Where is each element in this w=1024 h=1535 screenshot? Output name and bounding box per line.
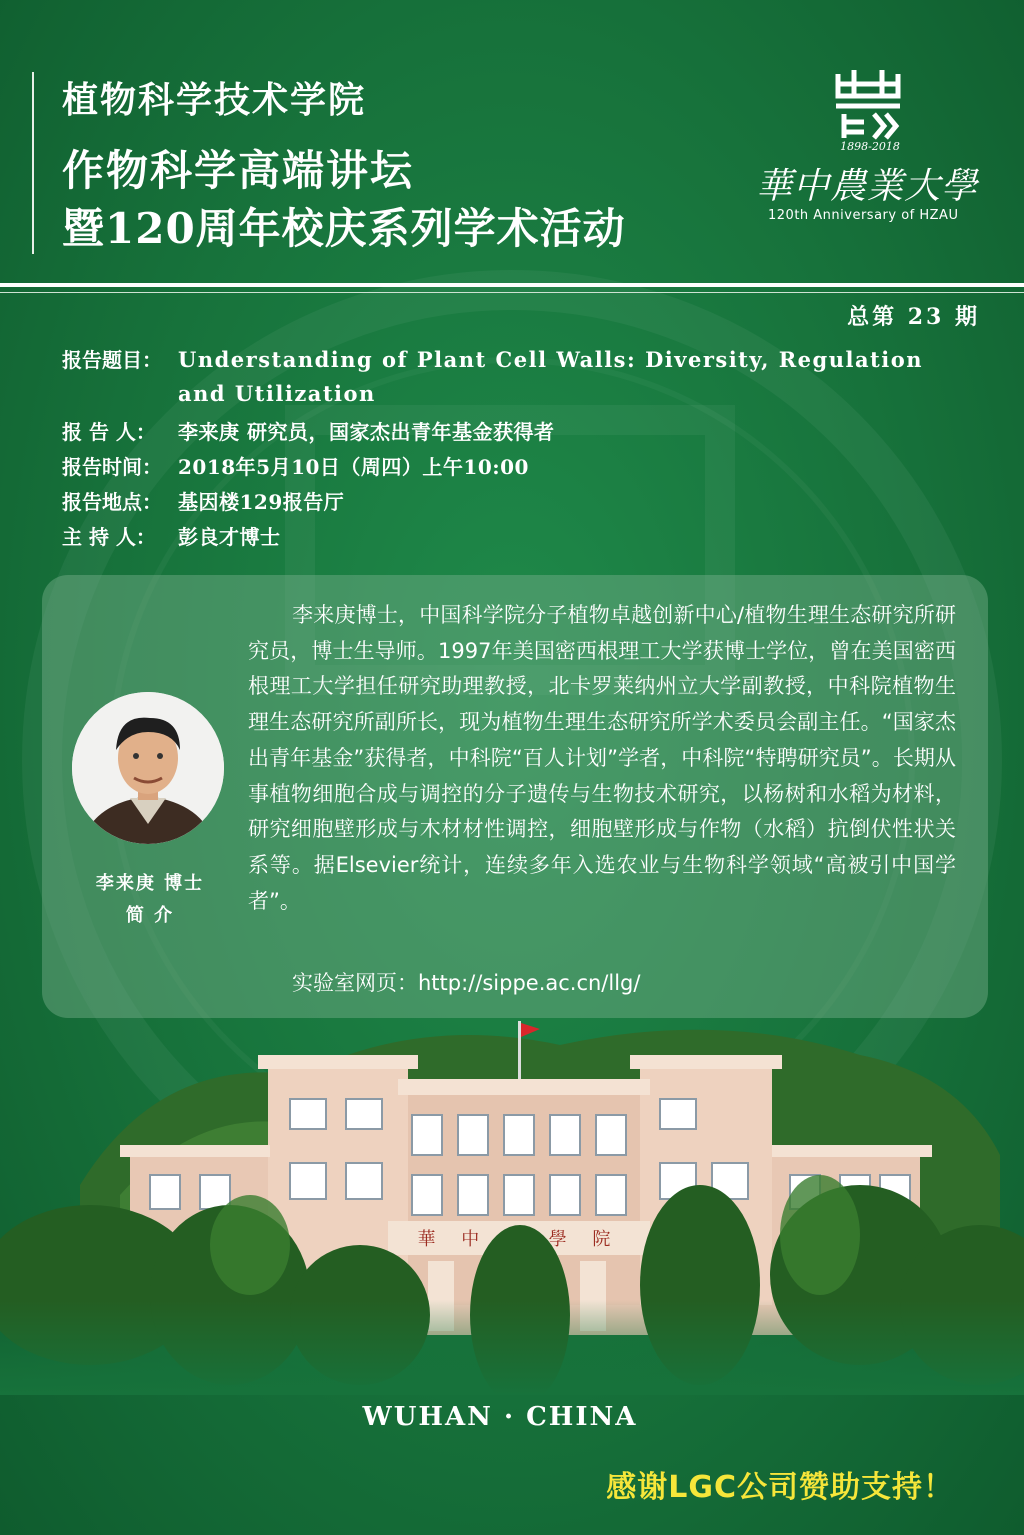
speaker-bio-name: 李来庚 博士 — [95, 873, 205, 894]
event-subtitle: 暨120周年校庆系列学术活动 — [62, 204, 626, 253]
college-name: 植物科学技术学院 — [62, 79, 367, 121]
report-title-label: 报告题目： — [62, 348, 162, 372]
host-label: 主 持 人： — [62, 525, 156, 549]
host-row — [62, 523, 281, 551]
speaker-bio-caption — [60, 868, 240, 932]
hzau-emblem-icon — [830, 66, 906, 142]
speaker-bio-text: 李来庚博士，中国科学院分子植物卓越创新中心/植物生理生态研究所研究员，博士生导师。1997年美国密西根理工大学获博士学位，曾在美国密西根理工大学担任研究助理教授，北卡罗莱纳州立大学副教授，中科院植物生理生态研究所副所长，现为植物生理生态研究所学术委员会副主任。“国家杰出青年基金”获得者，中科院“百人计划”学者，中科院“特聘研究员”。长期从事植物细胞合成与调控的分子遗传与生物技术研究，以杨树和水稻为材料，研究细胞壁形成与木材材性调控，细胞壁形成与作物（水稻）抗倒伏性状关系等。据Elsevier统计，连续多年入选农业与生物科学领域“高被引中国学者”。 — [248, 603, 956, 913]
place-row — [62, 488, 344, 516]
logo-years: 1898-2018 — [840, 140, 900, 153]
speaker-bio-label: 简 介 — [125, 905, 175, 926]
speaker-row — [62, 418, 554, 446]
header-divider — [0, 283, 1024, 287]
place-value: 基因楼129报告厅 — [178, 490, 345, 514]
speaker-portrait — [72, 692, 224, 844]
lab-webpage-link[interactable]: 实验室网页：http://sippe.ac.cn/llg/ — [292, 971, 641, 995]
speaker-value: 李来庚 研究员，国家杰出青年基金获得者 — [178, 420, 555, 444]
header-divider-thin — [0, 292, 1024, 293]
time-label: 报告时间： — [62, 455, 162, 479]
sponsor-thanks: 感谢LGC公司赞助支持！ — [606, 1470, 954, 1505]
issue-number: 总第 23 期 — [847, 304, 980, 330]
place-label: 报告地点： — [62, 490, 162, 514]
time-row — [62, 453, 529, 481]
location-label: WUHAN · CHINA — [362, 1402, 638, 1432]
university-name: 華中農業大學 — [756, 166, 979, 207]
anniversary-text: 120th Anniversary of HZAU — [768, 208, 959, 223]
speaker-label: 报 告 人： — [62, 420, 156, 444]
report-title-line1: Understanding of Plant Cell Walls: Diversity, Regulation — [178, 347, 923, 372]
campus-building-image — [0, 1015, 1024, 1395]
host-value: 彭良才博士 — [178, 525, 281, 549]
time-value: 2018年5月10日（周四）上午10:00 — [178, 455, 529, 479]
report-title-line2: and Utilization — [178, 381, 376, 406]
header-vertical-rule — [32, 72, 34, 254]
forum-title: 作物科学高端讲坛 — [62, 146, 415, 195]
report-title-row — [62, 346, 923, 374]
